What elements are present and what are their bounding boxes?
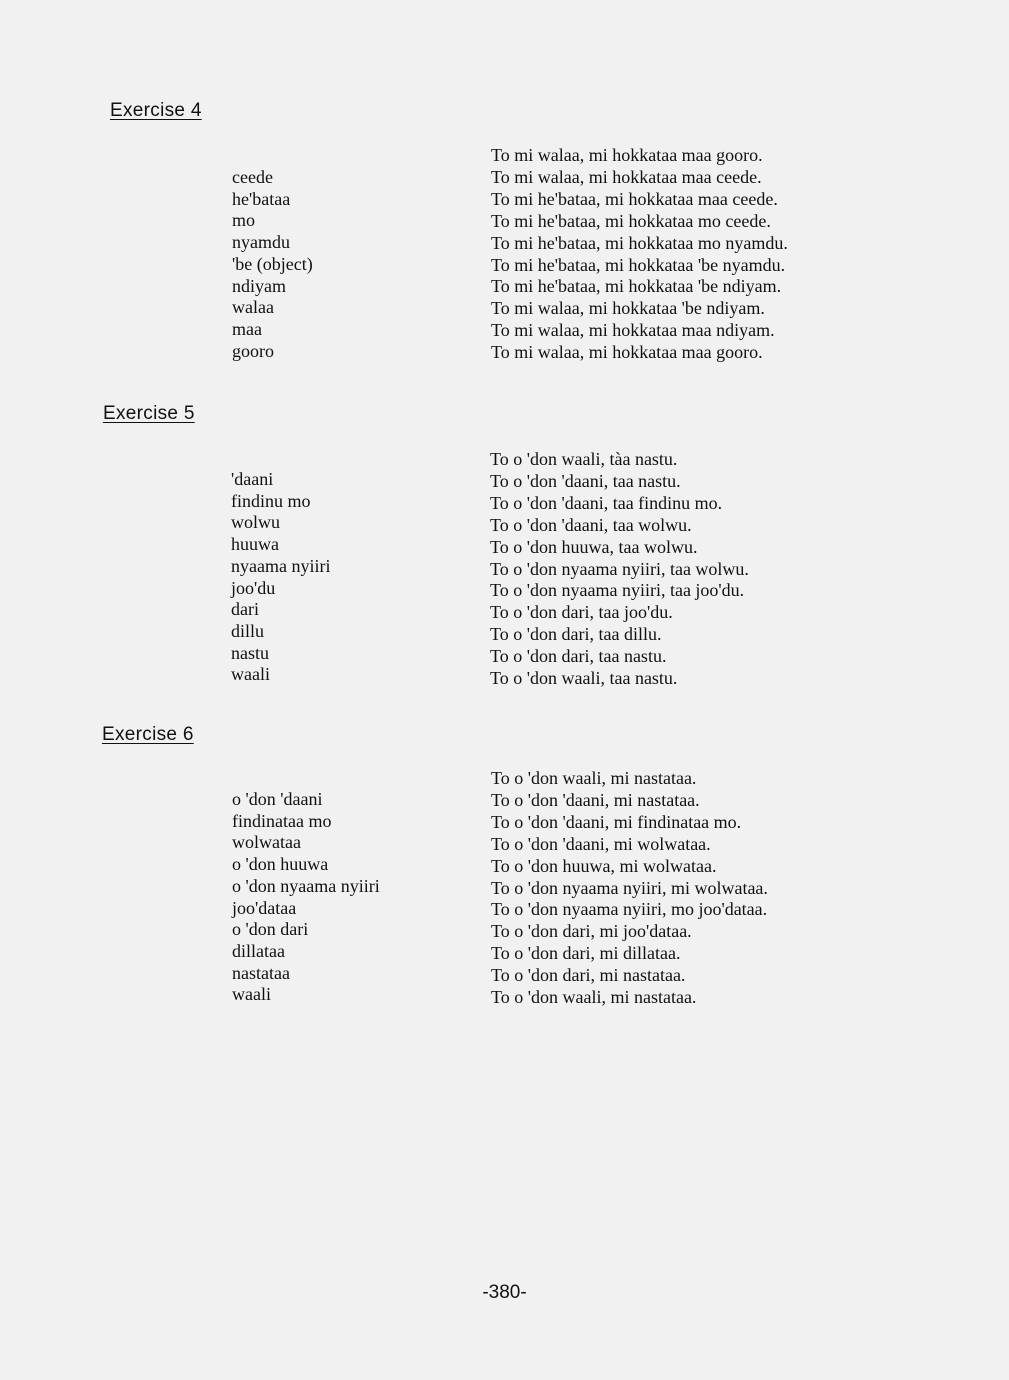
drill-sentence: To o 'don 'daani, taa nastu. xyxy=(490,470,681,491)
page-number: -380- xyxy=(482,1282,527,1303)
cue-list xyxy=(232,167,313,362)
drill-sentence: To o 'don nyaama nyiiri, mo joo'dataa. xyxy=(491,899,768,920)
exercise-heading: Exercise 6 xyxy=(102,724,194,745)
exercise-heading: Exercise 5 xyxy=(103,403,195,424)
sentence-list xyxy=(490,449,749,690)
drill-sentence: To o 'don dari, taa dillu. xyxy=(490,624,662,645)
cue-word: waali xyxy=(231,664,270,685)
cue-word: nyamdu xyxy=(232,232,290,253)
cue-word: mo xyxy=(232,210,256,231)
drill-sentence: To o 'don 'daani, taa findinu mo. xyxy=(490,492,723,513)
drill-sentence: To mi he'bataa, mi hokkataa 'be ndiyam. xyxy=(491,276,782,297)
drill-sentence: To o 'don dari, taa nastu. xyxy=(490,646,667,667)
drill-sentence: To o 'don dari, mi nastataa. xyxy=(491,965,686,986)
sentence-list xyxy=(491,145,788,364)
drill-sentence: To o 'don waali, mi nastataa. xyxy=(491,987,697,1008)
drill-sentence: To mi he'bataa, mi hokkataa 'be nyamdu. xyxy=(491,254,786,275)
sentence-list xyxy=(491,768,768,1009)
drill-sentence: To o 'don 'daani, mi nastataa. xyxy=(491,789,700,810)
cue-word: o 'don dari xyxy=(232,919,309,940)
cue-word: ceede xyxy=(232,167,273,187)
drill-sentence: To o 'don 'daani, mi findinataa mo. xyxy=(491,811,742,832)
drill-sentence: To o 'don dari, mi joo'dataa. xyxy=(491,921,692,942)
cue-word: he'bataa xyxy=(232,188,291,209)
drill-sentence: To o 'don nyaama nyiiri, taa wolwu. xyxy=(490,558,749,579)
cue-word: dillu xyxy=(231,620,265,641)
cue-word: huuwa xyxy=(231,534,279,555)
cue-word: joo'du xyxy=(231,577,276,598)
drill-sentence: To o 'don huuwa, mi wolwataa. xyxy=(491,855,717,876)
drill-sentence: To o 'don huuwa, taa wolwu. xyxy=(490,536,698,557)
cue-word: joo'dataa xyxy=(232,897,297,918)
drill-sentence: To o 'don dari, mi dillataa. xyxy=(491,943,681,964)
drill-sentence: To o 'don waali, tàa nastu. xyxy=(490,449,678,469)
drill-sentence: To mi walaa, mi hokkataa maa gooro. xyxy=(491,342,763,363)
drill-sentence: To o 'don 'daani, mi wolwataa. xyxy=(491,833,711,854)
cue-word: nastataa xyxy=(232,962,290,983)
cue-word: 'be (object) xyxy=(232,253,313,274)
cue-word: o 'don nyaama nyiiri xyxy=(232,875,380,896)
drill-sentence: To o 'don nyaama nyiiri, taa joo'du. xyxy=(490,580,745,601)
drill-sentence: To mi walaa, mi hokkataa maa gooro. xyxy=(491,145,763,165)
cue-word: maa xyxy=(232,318,262,339)
cue-word: walaa xyxy=(232,297,274,318)
cue-word: findinataa mo xyxy=(232,810,332,831)
cue-word: wolwataa xyxy=(232,832,301,853)
cue-word: wolwu xyxy=(231,512,280,533)
cue-word: dillataa xyxy=(232,940,285,961)
drill-sentence: To o 'don nyaama nyiiri, mi wolwataa. xyxy=(491,877,768,898)
drill-sentence: To mi he'bataa, mi hokkataa mo ceede. xyxy=(491,210,771,231)
cue-word: 'daani xyxy=(231,469,274,489)
cue-word: dari xyxy=(231,599,259,620)
drill-sentence: To o 'don 'daani, taa wolwu. xyxy=(490,514,692,535)
cue-word: nastu xyxy=(231,642,269,663)
cue-list xyxy=(232,789,380,1006)
drill-sentence: To o 'don waali, mi nastataa. xyxy=(491,768,697,788)
cue-word: nyaama nyiiri xyxy=(231,555,331,576)
drill-sentence: To mi walaa, mi hokkataa maa ceede. xyxy=(491,166,762,187)
cue-word: o 'don huuwa xyxy=(232,854,329,875)
drill-sentence: To o 'don dari, taa joo'du. xyxy=(490,602,673,623)
drill-sentence: To mi walaa, mi hokkataa 'be ndiyam. xyxy=(491,298,765,319)
cue-word: ndiyam xyxy=(232,275,286,296)
drill-sentence: To mi he'bataa, mi hokkataa mo nyamdu. xyxy=(491,232,788,253)
exercise-heading: Exercise 4 xyxy=(110,100,202,121)
cue-word: o 'don 'daani xyxy=(232,789,323,809)
cue-word: gooro xyxy=(232,340,274,361)
drill-sentence: To o 'don waali, taa nastu. xyxy=(490,668,678,689)
drill-sentence: To mi walaa, mi hokkataa maa ndiyam. xyxy=(491,320,775,341)
cue-word: findinu mo xyxy=(231,490,311,511)
cue-word: waali xyxy=(232,984,271,1005)
cue-list xyxy=(231,469,330,686)
drill-sentence: To mi he'bataa, mi hokkataa maa ceede. xyxy=(491,188,778,209)
